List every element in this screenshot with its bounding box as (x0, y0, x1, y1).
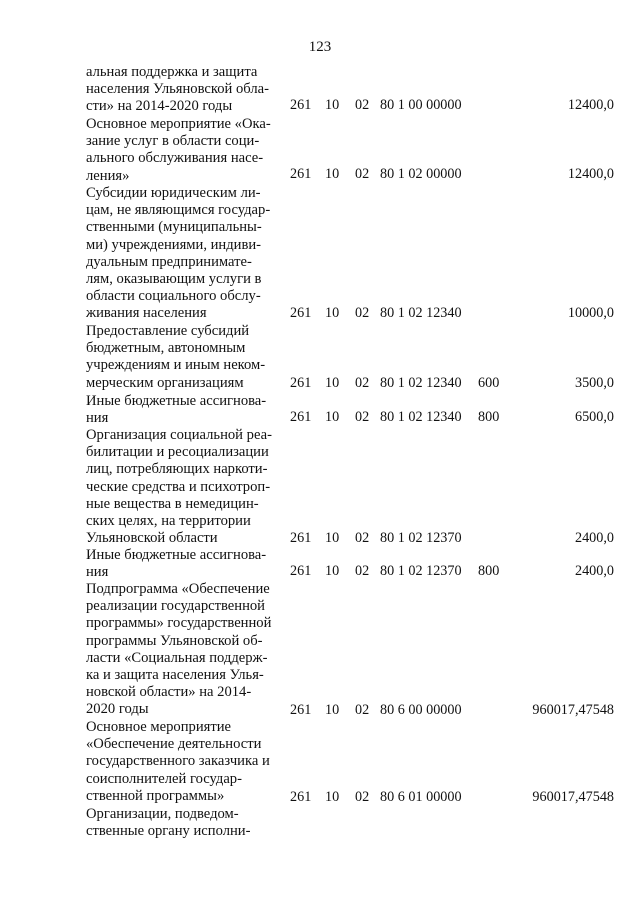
target-code: 80 1 00 00000 (380, 97, 462, 113)
subsection-code: 02 (355, 409, 370, 425)
name-line: сти» на 2014-2020 годы (86, 98, 233, 115)
admin-code: 261 (290, 166, 312, 182)
admin-code: 261 (290, 305, 312, 321)
amount: 3500,0 (574, 375, 614, 391)
name-line: реализации государственной (86, 598, 265, 615)
target-code: 80 6 01 00000 (380, 789, 462, 805)
name-line: программы» государственной (86, 615, 272, 632)
name-line: новской области» на 2014- (86, 684, 252, 701)
name-line: Подпрограмма «Обеспечение (86, 581, 270, 597)
row-name (86, 323, 282, 392)
section-code: 10 (325, 530, 340, 546)
subsection-code: 02 (355, 375, 370, 391)
name-line: Основное мероприятие (86, 719, 232, 735)
target-code: 80 6 00 00000 (380, 702, 462, 718)
name-line: ственными (муниципальны- (86, 219, 262, 236)
name-line: населения Ульяновской обла- (86, 81, 269, 98)
page-number: 123 (308, 39, 332, 55)
name-line: ального обслуживания насе- (86, 150, 264, 167)
subsection-code: 02 (355, 702, 370, 718)
row-name (86, 581, 282, 719)
expense-type-code: 600 (478, 375, 500, 391)
section-code: 10 (325, 789, 340, 805)
row-name (86, 116, 282, 185)
name-line: ственной программы» (86, 787, 225, 804)
name-line: Предоставление субсидий (86, 323, 250, 339)
admin-code: 261 (290, 409, 312, 425)
name-line: ные вещества в немедицин- (86, 495, 259, 512)
subsection-code: 02 (355, 166, 370, 182)
name-line: учреждениям и иным неком- (86, 357, 266, 374)
target-code: 80 1 02 00000 (380, 166, 462, 182)
name-line: ласти «Социальная поддерж- (86, 649, 268, 666)
subsection-code: 02 (355, 305, 370, 321)
amount: 6500,0 (574, 409, 614, 425)
name-line: билитации и ресоциализации (86, 444, 269, 461)
name-line: ления» (86, 167, 130, 184)
expense-type-code: 800 (478, 409, 500, 425)
name-line: цам, не являющимся государ- (86, 202, 271, 219)
section-code: 10 (325, 375, 340, 391)
name-line: ми) учреждениями, индиви- (86, 236, 262, 253)
amount: 12400,0 (567, 166, 614, 182)
section-code: 10 (325, 702, 340, 718)
admin-code: 261 (290, 563, 312, 579)
name-line: ка и защита населения Улья- (86, 667, 264, 684)
name-line: ния (86, 564, 109, 581)
target-code: 80 1 02 12370 (380, 563, 462, 579)
name-line: Организация социальной реа- (86, 427, 272, 443)
name-line: альная поддержка и защита (86, 64, 258, 80)
section-code: 10 (325, 97, 340, 113)
row-name (86, 719, 282, 805)
name-line: соисполнителей государ- (86, 770, 242, 787)
name-line: Иные бюджетные ассигнова- (86, 393, 267, 409)
target-code: 80 1 02 12370 (380, 530, 462, 546)
subsection-code: 02 (355, 530, 370, 546)
amount: 10000,0 (567, 305, 614, 321)
name-line: мерческим организациям (86, 374, 244, 391)
name-line: Иные бюджетные ассигнова- (86, 547, 267, 563)
row-name (86, 547, 282, 581)
admin-code: 261 (290, 530, 312, 546)
name-line: ских целях, на территории (86, 513, 251, 530)
row-name (86, 427, 282, 547)
name-line: лям, оказывающим услуги в (86, 271, 262, 288)
name-line: Ульяновской области (86, 530, 218, 547)
subsection-code: 02 (355, 97, 370, 113)
admin-code: 261 (290, 97, 312, 113)
section-code: 10 (325, 166, 340, 182)
row-name (86, 806, 282, 840)
name-line: Основное мероприятие «Ока- (86, 116, 271, 132)
name-line: государственного заказчика и (86, 753, 270, 770)
name-line: 2020 годы (86, 701, 149, 718)
amount: 960017,47548 (532, 702, 614, 718)
expense-type-code: 800 (478, 563, 500, 579)
name-line: «Обеспечение деятельности (86, 736, 262, 753)
name-line: дуальным предпринимате- (86, 253, 252, 270)
name-line: программы Ульяновской об- (86, 632, 263, 649)
section-code: 10 (325, 409, 340, 425)
name-line: области социального обслу- (86, 288, 261, 305)
name-line: лиц, потребляющих наркоти- (86, 461, 268, 478)
name-line: Субсидии юридическим ли- (86, 185, 261, 201)
amount: 2400,0 (574, 563, 614, 579)
target-code: 80 1 02 12340 (380, 409, 462, 425)
row-name (86, 393, 282, 427)
admin-code: 261 (290, 702, 312, 718)
name-line: ния (86, 410, 109, 427)
name-line: ственные органу исполни- (86, 823, 251, 840)
name-line: Организации, подведом- (86, 806, 239, 822)
name-line: живания населения (86, 305, 207, 322)
target-code: 80 1 02 12340 (380, 305, 462, 321)
target-code: 80 1 02 12340 (380, 375, 462, 391)
subsection-code: 02 (355, 789, 370, 805)
section-code: 10 (325, 563, 340, 579)
admin-code: 261 (290, 375, 312, 391)
admin-code: 261 (290, 789, 312, 805)
amount: 12400,0 (567, 97, 614, 113)
section-code: 10 (325, 305, 340, 321)
row-name (86, 64, 282, 116)
amount: 960017,47548 (532, 789, 614, 805)
row-name (86, 185, 282, 323)
name-line: ческие средства и психотроп- (86, 478, 271, 495)
subsection-code: 02 (355, 563, 370, 579)
name-line: зание услуг в области соци- (86, 133, 260, 150)
name-line: бюджетным, автономным (86, 340, 246, 357)
amount: 2400,0 (574, 530, 614, 546)
